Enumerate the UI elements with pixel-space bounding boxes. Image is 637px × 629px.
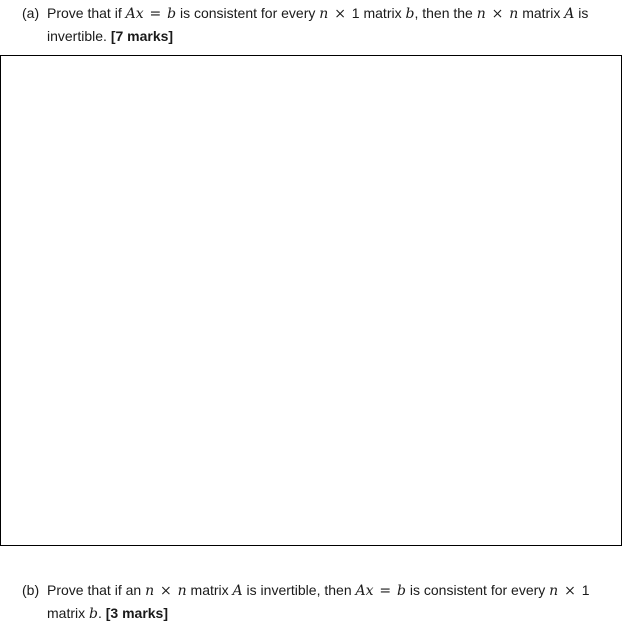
text-segment: 1 matrix (47, 582, 590, 621)
math-operator: = (379, 583, 392, 599)
question-b (22, 579, 622, 625)
question-a-text (47, 2, 622, 47)
text-segment: Prove that if (47, 5, 126, 21)
text-segment: 1 matrix (347, 5, 406, 21)
math-expression: n (476, 6, 486, 22)
question-a (22, 2, 622, 47)
text-segment: Prove that if an (47, 582, 146, 598)
math-expression: b (405, 6, 415, 22)
text-segment: matrix (186, 582, 233, 598)
math-expression: Ax (355, 583, 374, 599)
text-segment: . (97, 605, 106, 621)
math-operator: × (564, 583, 576, 599)
math-operator: = (149, 6, 162, 22)
math-operator: × (159, 583, 172, 599)
math-expression: A (564, 6, 575, 22)
math-operator: × (334, 6, 346, 22)
text-segment: is consistent for every (176, 5, 320, 21)
math-expression: n (145, 583, 155, 599)
question-b-text (47, 579, 622, 625)
math-expression: b (89, 606, 98, 622)
text-segment: , then the (414, 5, 477, 21)
math-expression: n (509, 6, 519, 22)
question-a-label: (a) (22, 5, 40, 21)
marks-label: [3 marks] (105, 605, 169, 621)
marks-label: [7 marks] (110, 28, 174, 44)
math-expression: A (232, 583, 243, 599)
text-segment: matrix (518, 5, 565, 21)
math-expression: b (167, 6, 177, 22)
question-b-label: (b) (22, 582, 40, 598)
answer-box[interactable] (0, 55, 622, 546)
math-expression: n (549, 583, 559, 599)
text-segment: is consistent for every (406, 582, 550, 598)
text-segment: is invertible, then (242, 582, 356, 598)
math-operator: × (491, 6, 504, 22)
math-expression: n (319, 6, 329, 22)
text-segment: is invertible. (47, 5, 589, 44)
math-expression: b (397, 583, 406, 599)
math-expression: n (177, 583, 187, 599)
math-expression: Ax (125, 6, 144, 22)
